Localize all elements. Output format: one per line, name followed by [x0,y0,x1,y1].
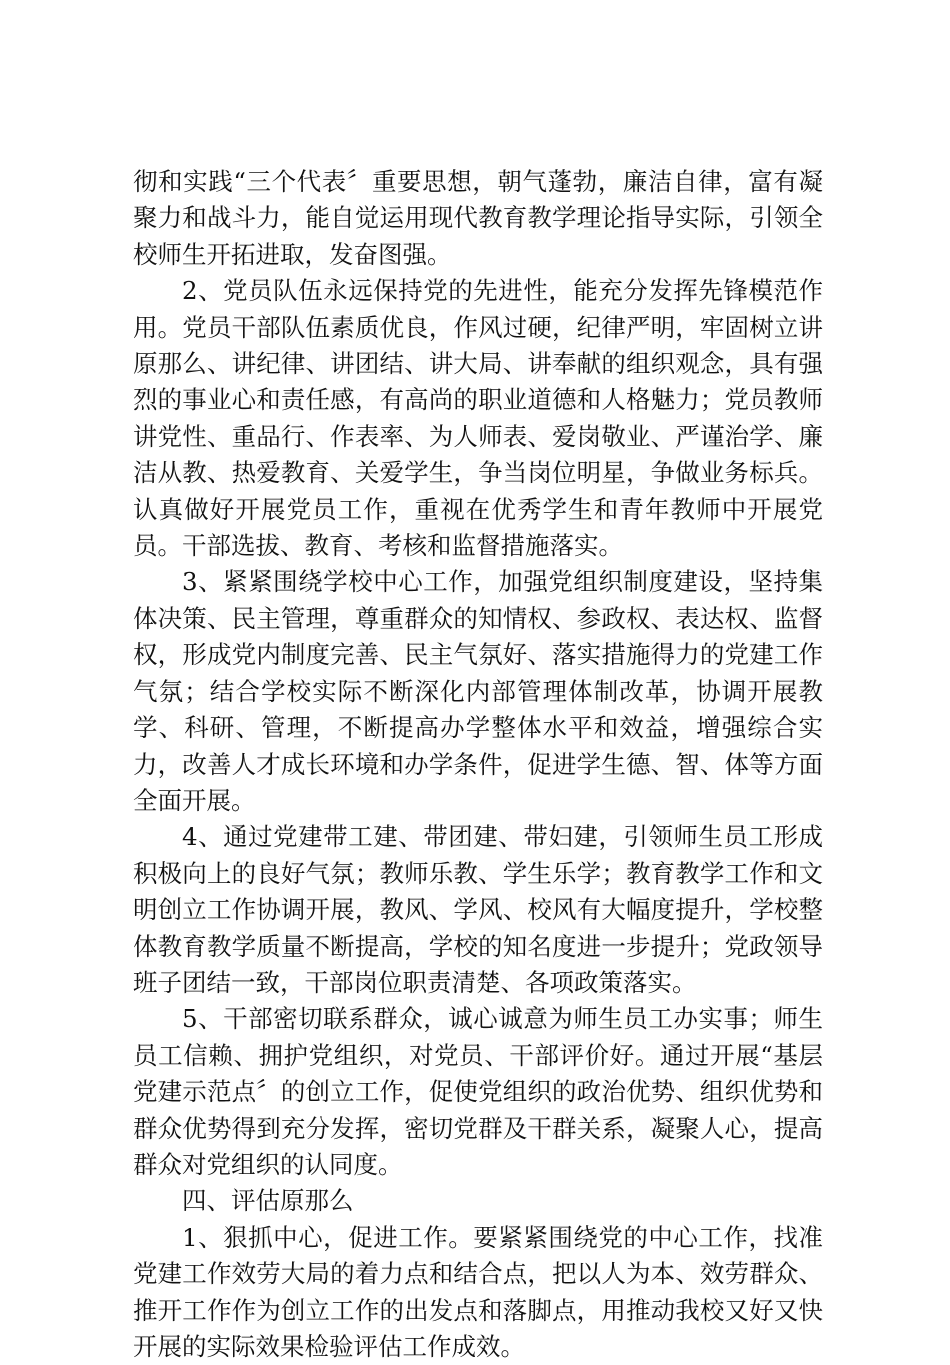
document-body [133,164,823,1365]
paragraph-item-2: 2、党员队伍永远保持党的先进性，能充分发挥先锋模范作用。党员干部队伍素质优良，作风过硬，纪律严明，牢固树立讲原那么、讲纪律、讲团结、讲大局、讲奉献的组织观念，具有强烈的事业心和责任感，有高尚的职业道德和人格魅力；党员教师讲党性、重品行、作表率、为人师表、爱岗敬业、严谨治学、廉洁从教、热爱教育、关爱学生，争当岗位明星，争做业务标兵。认真做好开展党员工作，重视在优秀学生和青年教师中开展党员。干部选拔、教育、考核和监督措施落实。 [133,276,823,561]
paragraph-continuation: 彻和实践“三个代表〞重要思想，朝气蓬勃，廉洁自律，富有凝聚力和战斗力，能自觉运用现代教育教学理论指导实际，引领全校师生开拓进取，发奋图强。 [133,167,823,269]
section-heading-4: 四、评估原那么 [182,1186,354,1216]
paragraph-item-4: 4、通过党建带工建、带团建、带妇建，引领师生员工形成积极向上的良好气氛；教师乐教、学生乐学；教育教学工作和文明创立工作协调开展，教风、学风、校风有大幅度提升，学校整体教育教学质量不断提高，学校的知名度进一步提升；党政领导班子团结一致，干部岗位职责清楚、各项政策落实。 [133,822,823,997]
paragraph-item-5: 5、干部密切联系群众，诚心诚意为师生员工办实事；师生员工信赖、拥护党组织，对党员、干部评价好。通过开展“基层党建示范点〞的创立工作，促使党组织的政治优势、组织优势和群众优势得到充分发挥，密切党群及干群关系，凝聚人心，提高群众对党组织的认同度。 [133,1004,823,1179]
paragraph-item-3: 3、紧紧围绕学校中心工作，加强党组织制度建设，坚持集体决策、民主管理，尊重群众的知情权、参政权、表达权、监督权，形成党内制度完善、民主气氛好、落实措施得力的党建工作气氛；结合学校实际不断深化内部管理体制改革，协调开展教学、科研、管理，不断提高办学整体水平和效益，增强综合实力，改善人才成长环境和办学条件，促进学生德、智、体等方面全面开展。 [133,567,823,815]
paragraph-principle-1: 1、狠抓中心，促进工作。要紧紧围绕党的中心工作，找准党建工作效劳大局的着力点和结合点，把以人为本、效劳群众、推开工作作为创立工作的出发点和落脚点，用推动我校又好又快开展的实际效果检验评估工作成效。 [133,1222,823,1361]
